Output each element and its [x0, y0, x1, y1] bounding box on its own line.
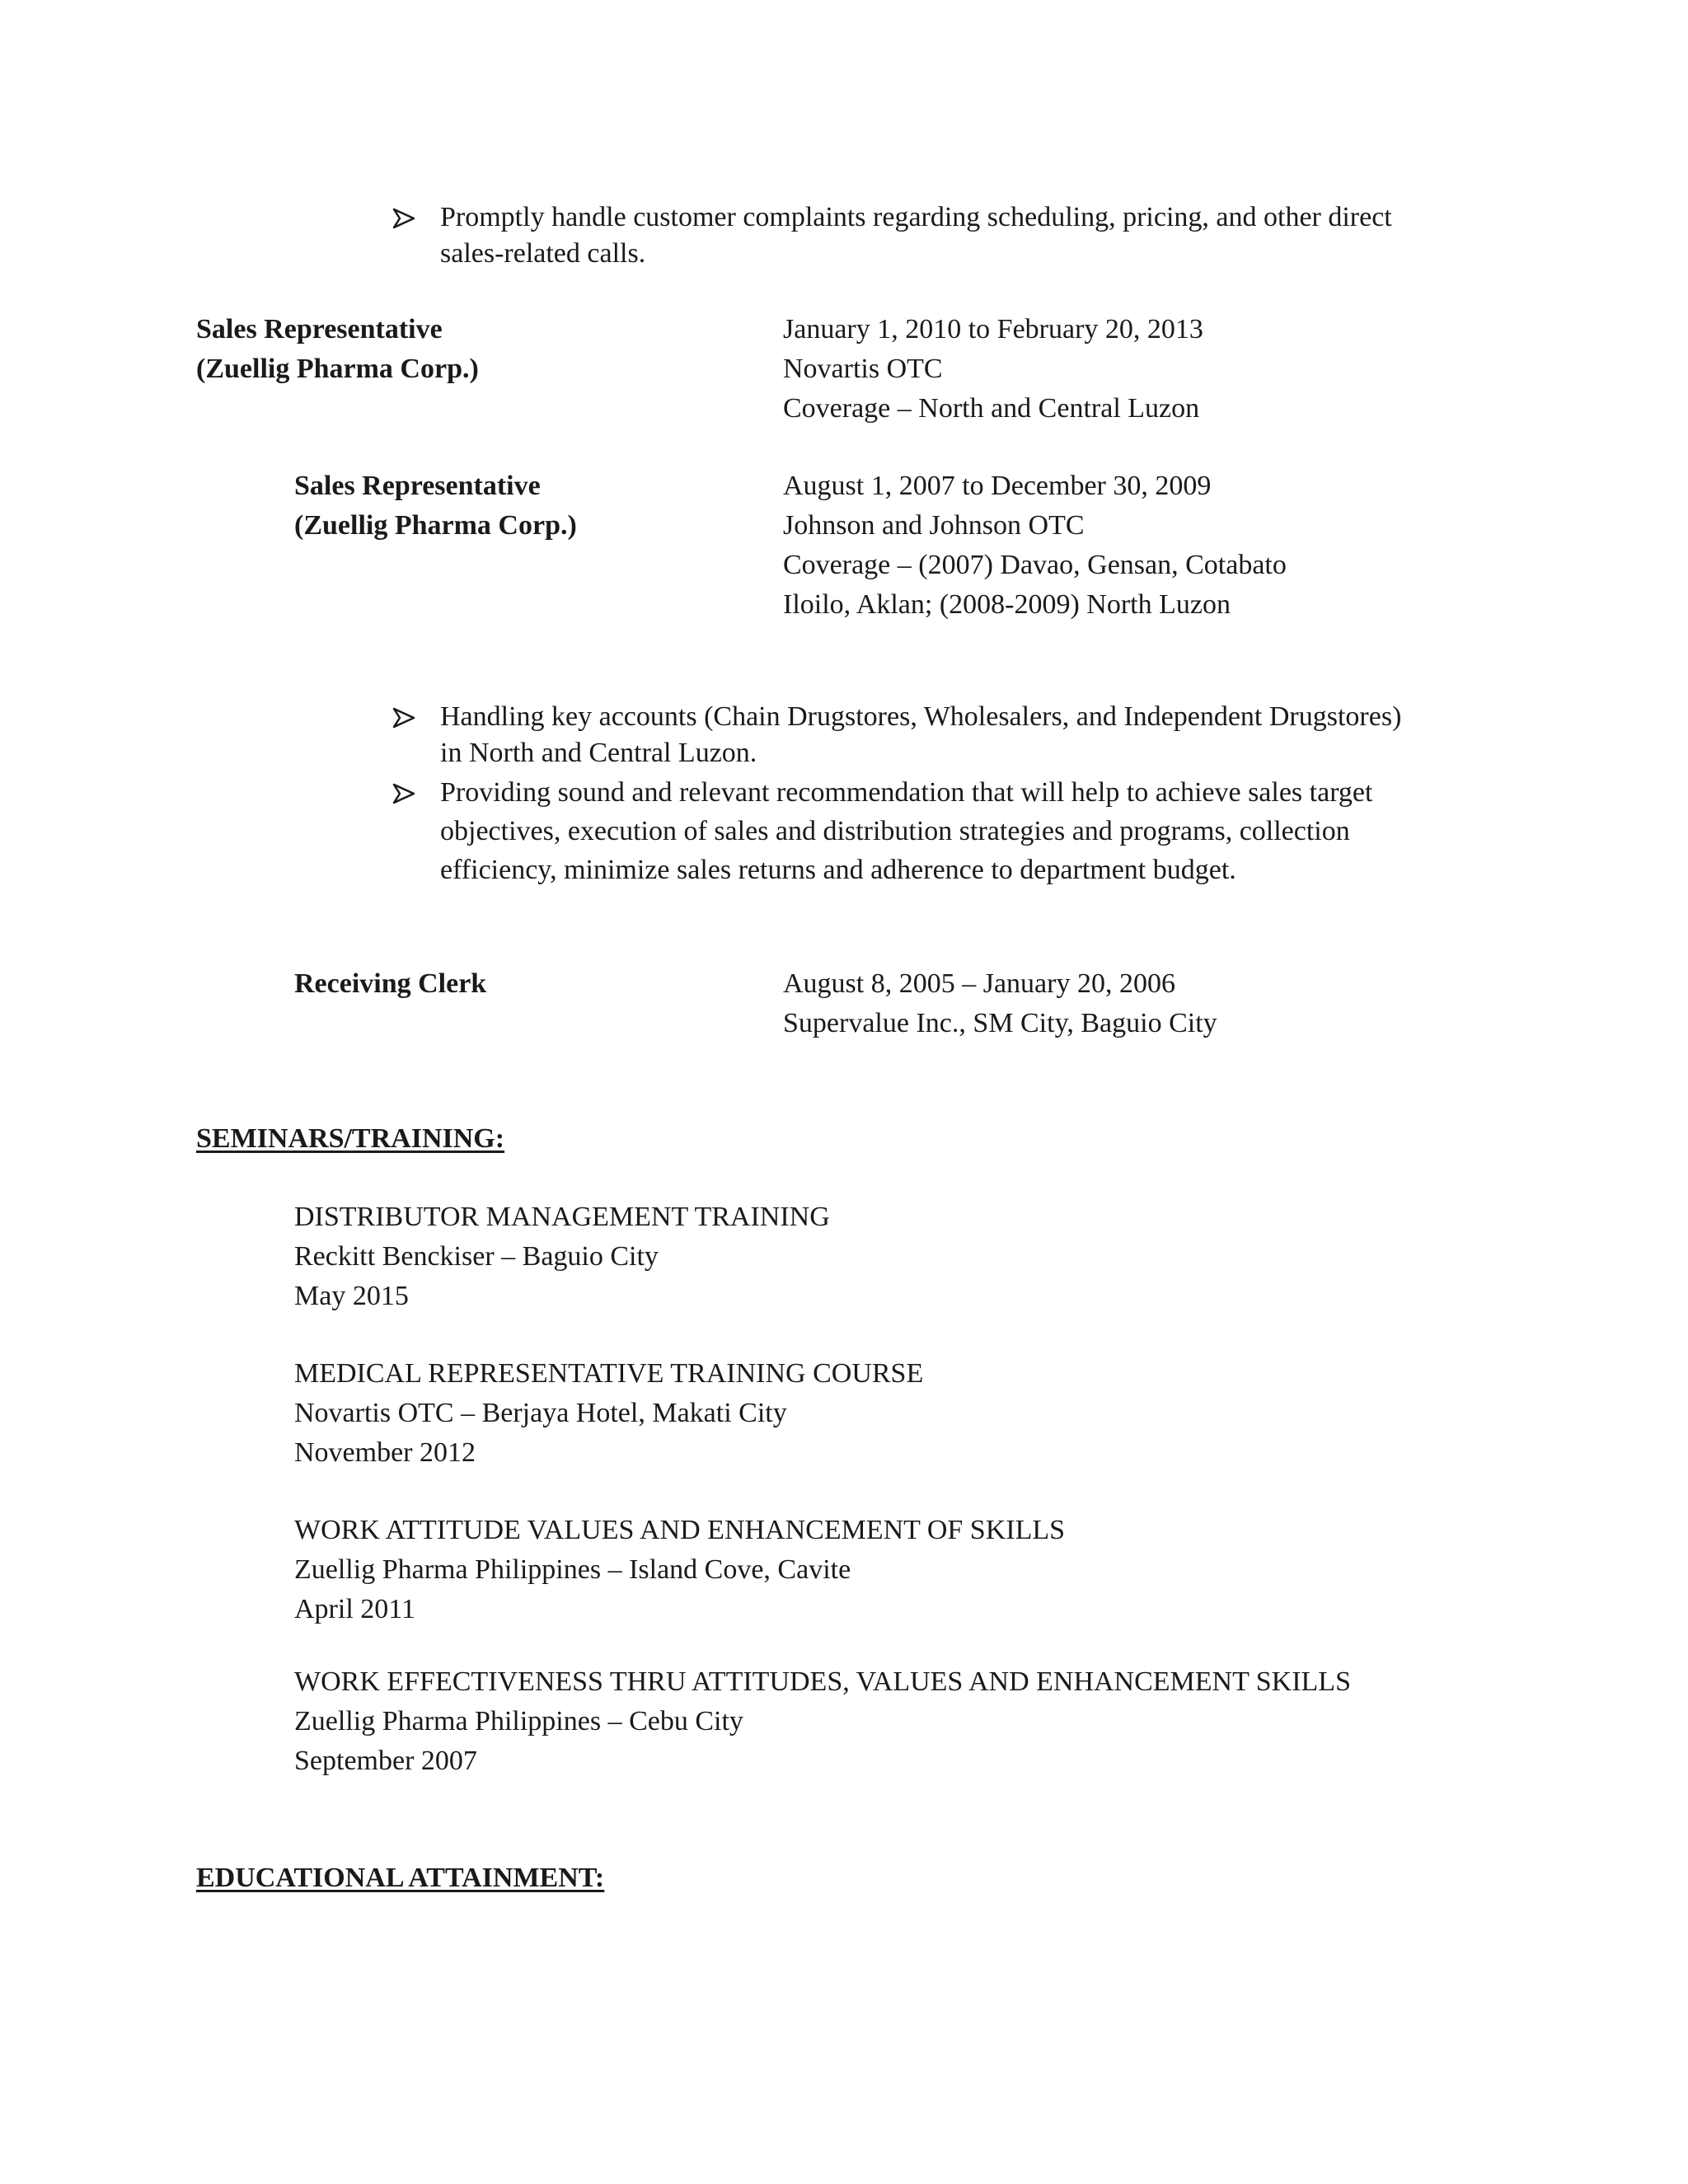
seminar-4-org: Zuellig Pharma Philippines – Cebu City	[294, 1706, 743, 1736]
job3-title: Receiving Clerk	[294, 968, 487, 999]
seminar-4-title: WORK EFFECTIVENESS THRU ATTITUDES, VALUES AND ENHANCEMENT SKILLS	[294, 1666, 1351, 1697]
seminar-2-org: Novartis OTC – Berjaya Hotel, Makati City	[294, 1398, 787, 1428]
job1-dates: January 1, 2010 to February 20, 2013	[783, 314, 1203, 344]
seminar-4-date: September 2007	[294, 1746, 477, 1776]
duty-2-line-1: Providing sound and relevant recommendation that will help to achieve sales target	[440, 777, 1373, 808]
job1-company: (Zuellig Pharma Corp.)	[196, 354, 479, 384]
job1-brand: Novartis OTC	[783, 354, 943, 384]
education-heading: EDUCATIONAL ATTAINMENT:	[196, 1863, 605, 1893]
duty-2-line-3: efficiency, minimize sales returns and adherence to department budget.	[440, 855, 1236, 885]
arrow-bullet-icon	[392, 707, 415, 729]
job3-dates: August 8, 2005 – January 20, 2006	[783, 968, 1175, 999]
bullet-complaints-line-1: Promptly handle customer complaints regarding scheduling, pricing, and other direct	[440, 202, 1392, 232]
job2-coverage-line-2: Iloilo, Aklan; (2008-2009) North Luzon	[783, 589, 1231, 620]
job2-company: (Zuellig Pharma Corp.)	[294, 510, 577, 541]
bullet-complaints-line-2: sales-related calls.	[440, 238, 646, 269]
seminar-1-title: DISTRIBUTOR MANAGEMENT TRAINING	[294, 1202, 830, 1232]
duty-1-line-2: in North and Central Luzon.	[440, 738, 757, 768]
seminar-1-date: May 2015	[294, 1281, 409, 1311]
seminar-3-date: April 2011	[294, 1594, 416, 1624]
arrow-bullet-icon	[392, 208, 415, 229]
job3-employer: Supervalue Inc., SM City, Baguio City	[783, 1008, 1217, 1038]
seminar-3-org: Zuellig Pharma Philippines – Island Cove, Cavite	[294, 1554, 851, 1585]
arrow-bullet-icon	[392, 783, 415, 804]
seminars-heading: SEMINARS/TRAINING:	[196, 1123, 505, 1154]
job1-coverage: Coverage – North and Central Luzon	[783, 393, 1200, 424]
seminar-1-org: Reckitt Benckiser – Baguio City	[294, 1241, 659, 1272]
job2-dates: August 1, 2007 to December 30, 2009	[783, 471, 1212, 501]
duty-2-line-2: objectives, execution of sales and distribution strategies and programs, collection	[440, 816, 1350, 846]
seminar-2-date: November 2012	[294, 1437, 476, 1468]
seminar-2-title: MEDICAL REPRESENTATIVE TRAINING COURSE	[294, 1358, 924, 1389]
job2-title: Sales Representative	[294, 471, 541, 501]
duty-1-line-1: Handling key accounts (Chain Drugstores, Wholesalers, and Independent Drugstores)	[440, 701, 1402, 732]
job2-coverage-line-1: Coverage – (2007) Davao, Gensan, Cotabato	[783, 550, 1287, 580]
job1-title: Sales Representative	[196, 314, 443, 344]
job2-brand: Johnson and Johnson OTC	[783, 510, 1085, 541]
seminar-3-title: WORK ATTITUDE VALUES AND ENHANCEMENT OF SKILLS	[294, 1515, 1066, 1545]
